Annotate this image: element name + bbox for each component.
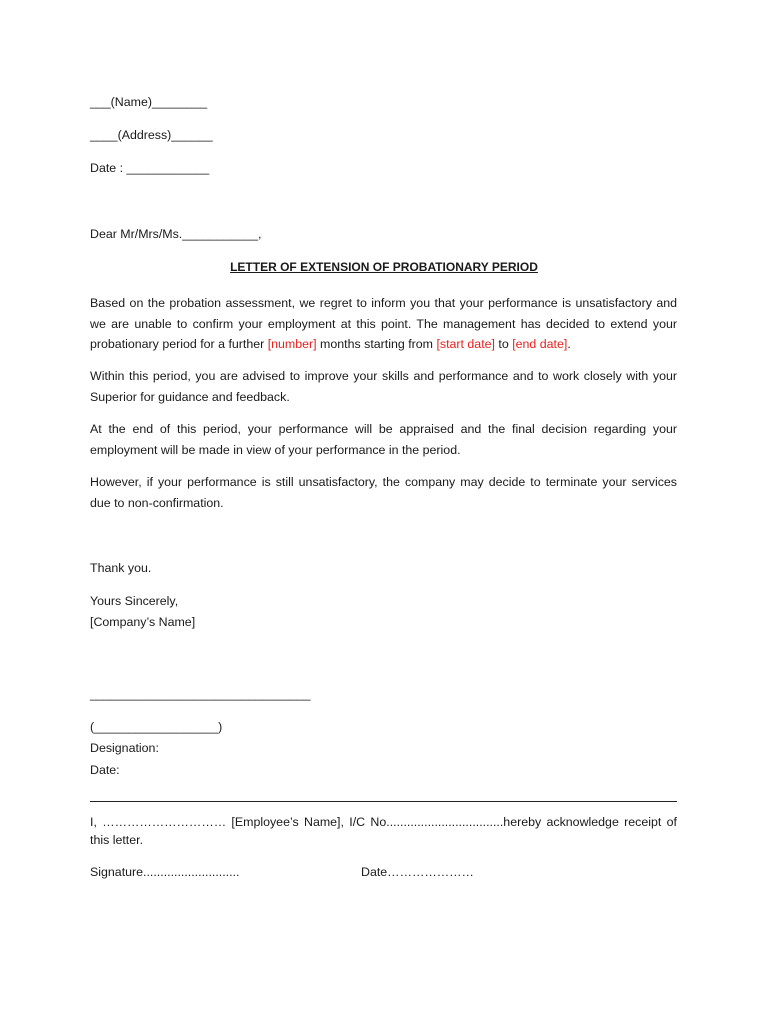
recipient-name-line: ___(Name)________ — [90, 95, 208, 109]
placeholder-number: [number] — [267, 337, 317, 351]
acknowledgement-divider — [90, 801, 677, 802]
salutation: Dear Mr/Mrs/Ms.___________, — [90, 227, 262, 241]
signatory-date: Date: — [90, 763, 120, 777]
letter-date-line: Date : ____________ — [90, 161, 210, 175]
placeholder-start-date: [start date] — [436, 337, 495, 351]
paragraph-termination: However, if your performance is still unsatisfactory, the company may decide to terminate your services due to non-confirmation. — [90, 475, 677, 510]
paragraph-extension-tail: . — [567, 337, 571, 351]
signatory-designation: Designation: — [90, 741, 159, 755]
acknowledgement-signature: Signature............................ — [90, 865, 240, 879]
recipient-address-line: ____(Address)______ — [90, 128, 213, 142]
paragraph-extension-mid: months starting from — [316, 337, 437, 351]
paragraph-extension-to: to — [494, 337, 513, 351]
signatory-name: (__________________) — [90, 720, 223, 734]
closing-company-name: [Company’s Name] — [90, 615, 196, 629]
paragraph-extension — [90, 293, 677, 355]
letter-title: LETTER OF EXTENSION OF PROBATIONARY PERIOD — [230, 260, 538, 274]
paragraph-appraisal: At the end of this period, your performance will be appraised and the final decision regarding your employment will be made in view of your performance in the period. — [90, 422, 677, 457]
closing-yours: Yours Sincerely, — [90, 594, 179, 608]
paragraph-improvement: Within this period, you are advised to improve your skills and performance and to work closely with your Superior for guidance and feedback. — [90, 369, 677, 404]
acknowledgement-text: I, ………………………… [Employee’s Name], I/C No..................................hereby acknowledge receipt of this letter. — [90, 815, 677, 847]
paragraph-extension-text: Based on the probation assessment, we regret to inform you that your performance is unsatisfactory and we are unable to confirm your employment at this point. The management has decided to extend your probationary period for a further — [90, 296, 677, 351]
placeholder-end-date: [end date] — [512, 337, 568, 351]
signature-line: ________________________________ — [90, 687, 311, 701]
acknowledgement-date: Date………………… — [361, 865, 474, 879]
closing-thanks: Thank you. — [90, 561, 152, 575]
